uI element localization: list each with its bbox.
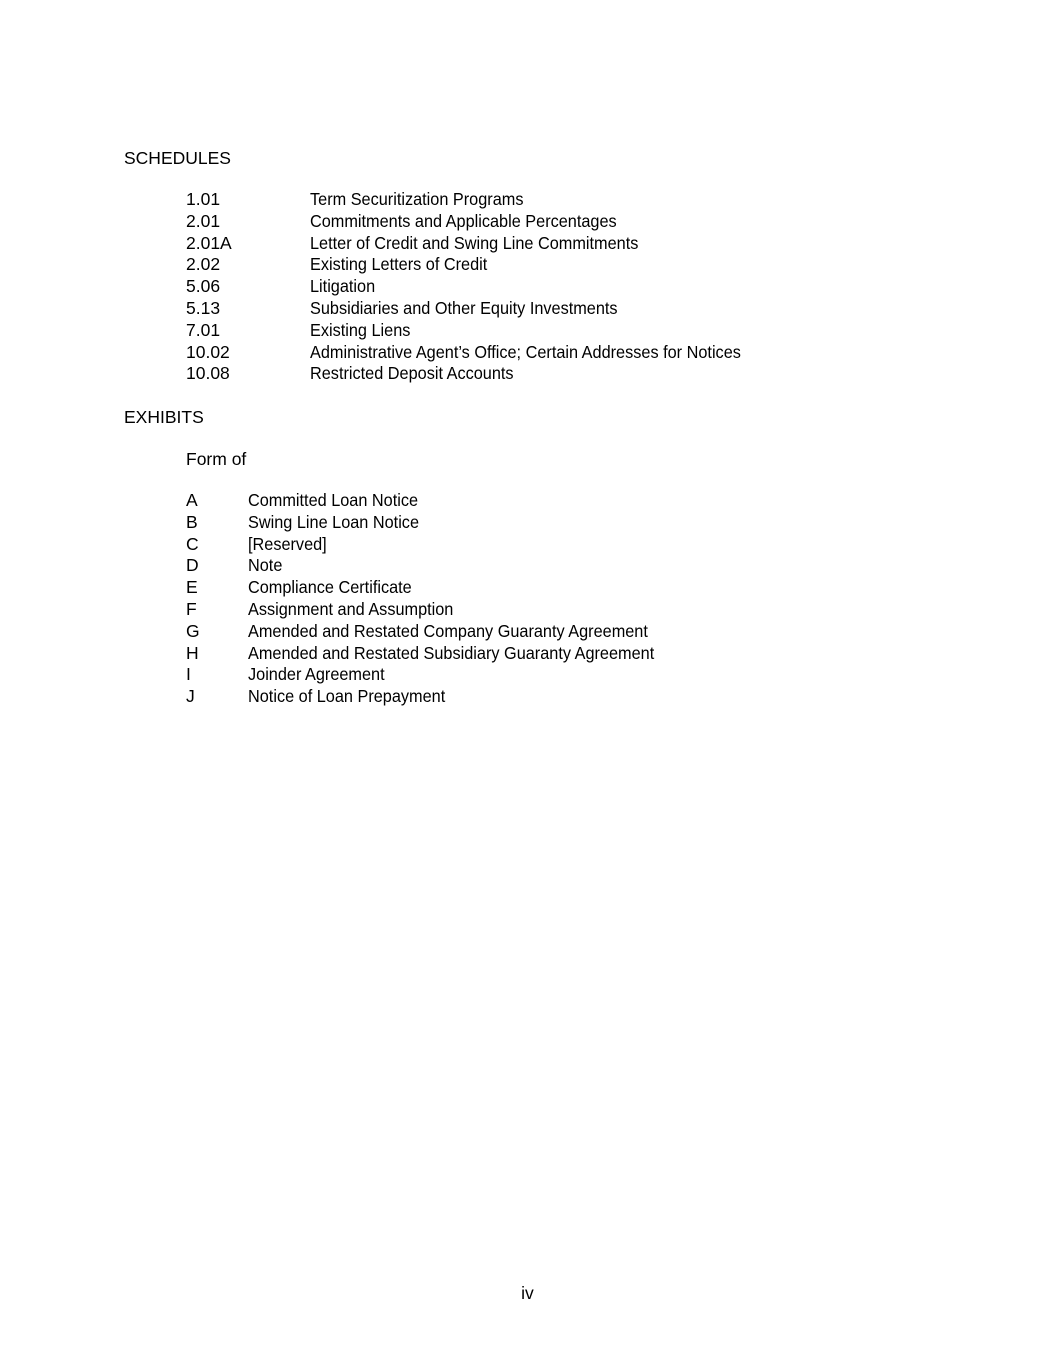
exhibit-item [186, 512, 685, 534]
exhibit-item [186, 686, 685, 708]
exhibit-item [186, 664, 685, 686]
schedule-title: Term Securitization Programs [310, 189, 524, 209]
exhibit-letter: G [186, 620, 200, 641]
exhibit-item [186, 599, 685, 621]
schedule-title: Restricted Deposit Accounts [310, 363, 514, 384]
exhibit-title: Note [248, 555, 283, 576]
schedule-title: Existing Letters of Credit [310, 254, 488, 275]
exhibit-letter: J [186, 686, 195, 707]
exhibit-letter: F [186, 598, 197, 619]
exhibit-title: Amended and Restated Company Guaranty Agreement [248, 620, 648, 641]
schedule-item [186, 363, 773, 385]
schedule-item [186, 233, 773, 255]
exhibit-title: [Reserved] [248, 533, 327, 554]
exhibits-heading: EXHIBITS [124, 407, 204, 427]
schedule-number: 10.02 [186, 341, 230, 362]
exhibit-title: Compliance Certificate [248, 577, 412, 598]
schedule-item [186, 254, 773, 276]
exhibit-letter: D [186, 555, 199, 576]
exhibit-item [186, 534, 685, 556]
exhibit-item [186, 643, 685, 665]
schedule-item [186, 276, 773, 298]
page-number: iv [521, 1283, 534, 1303]
schedule-number: 2.01A [186, 232, 232, 253]
exhibit-letter: I [186, 664, 191, 685]
exhibit-letter: E [186, 577, 198, 598]
schedule-title: Commitments and Applicable Percentages [310, 210, 617, 231]
schedule-title: Existing Liens [310, 319, 411, 340]
schedule-title: Administrative Agent’s Office; Certain Addresses for Notices [310, 341, 741, 362]
exhibit-item [186, 621, 685, 643]
schedule-item [186, 189, 773, 211]
schedule-number: 5.13 [186, 297, 221, 318]
schedule-item [186, 211, 773, 233]
schedule-item [186, 342, 773, 364]
exhibit-title: Assignment and Assumption [248, 598, 454, 619]
schedule-number: 2.01 [186, 210, 221, 231]
exhibit-letter: B [186, 511, 198, 532]
exhibit-title: Notice of Loan Prepayment [248, 686, 446, 707]
schedule-number: 2.02 [186, 254, 221, 275]
schedule-number: 1.01 [186, 189, 221, 209]
exhibits-intro: Form of [186, 449, 247, 469]
exhibit-letter: H [186, 642, 199, 663]
schedule-title: Letter of Credit and Swing Line Commitments [310, 232, 639, 253]
schedule-number: 5.06 [186, 276, 221, 297]
schedules-heading: SCHEDULES [124, 148, 231, 168]
exhibit-letter: C [186, 533, 199, 554]
schedule-title: Litigation [310, 276, 376, 297]
exhibit-title: Swing Line Loan Notice [248, 511, 420, 532]
schedule-title: Subsidiaries and Other Equity Investments [310, 297, 618, 318]
exhibit-item [186, 577, 685, 599]
exhibit-title: Amended and Restated Subsidiary Guaranty Agreement [248, 642, 655, 663]
schedule-number: 10.08 [186, 363, 230, 384]
schedule-item [186, 320, 773, 342]
exhibit-letter: A [186, 490, 198, 510]
exhibit-list [186, 490, 685, 708]
schedule-number: 7.01 [186, 319, 221, 340]
schedule-list [186, 189, 773, 385]
exhibit-title: Joinder Agreement [248, 664, 385, 685]
schedule-item [186, 298, 773, 320]
exhibit-title: Committed Loan Notice [248, 490, 419, 510]
exhibit-item [186, 555, 685, 577]
exhibit-item [186, 490, 685, 512]
